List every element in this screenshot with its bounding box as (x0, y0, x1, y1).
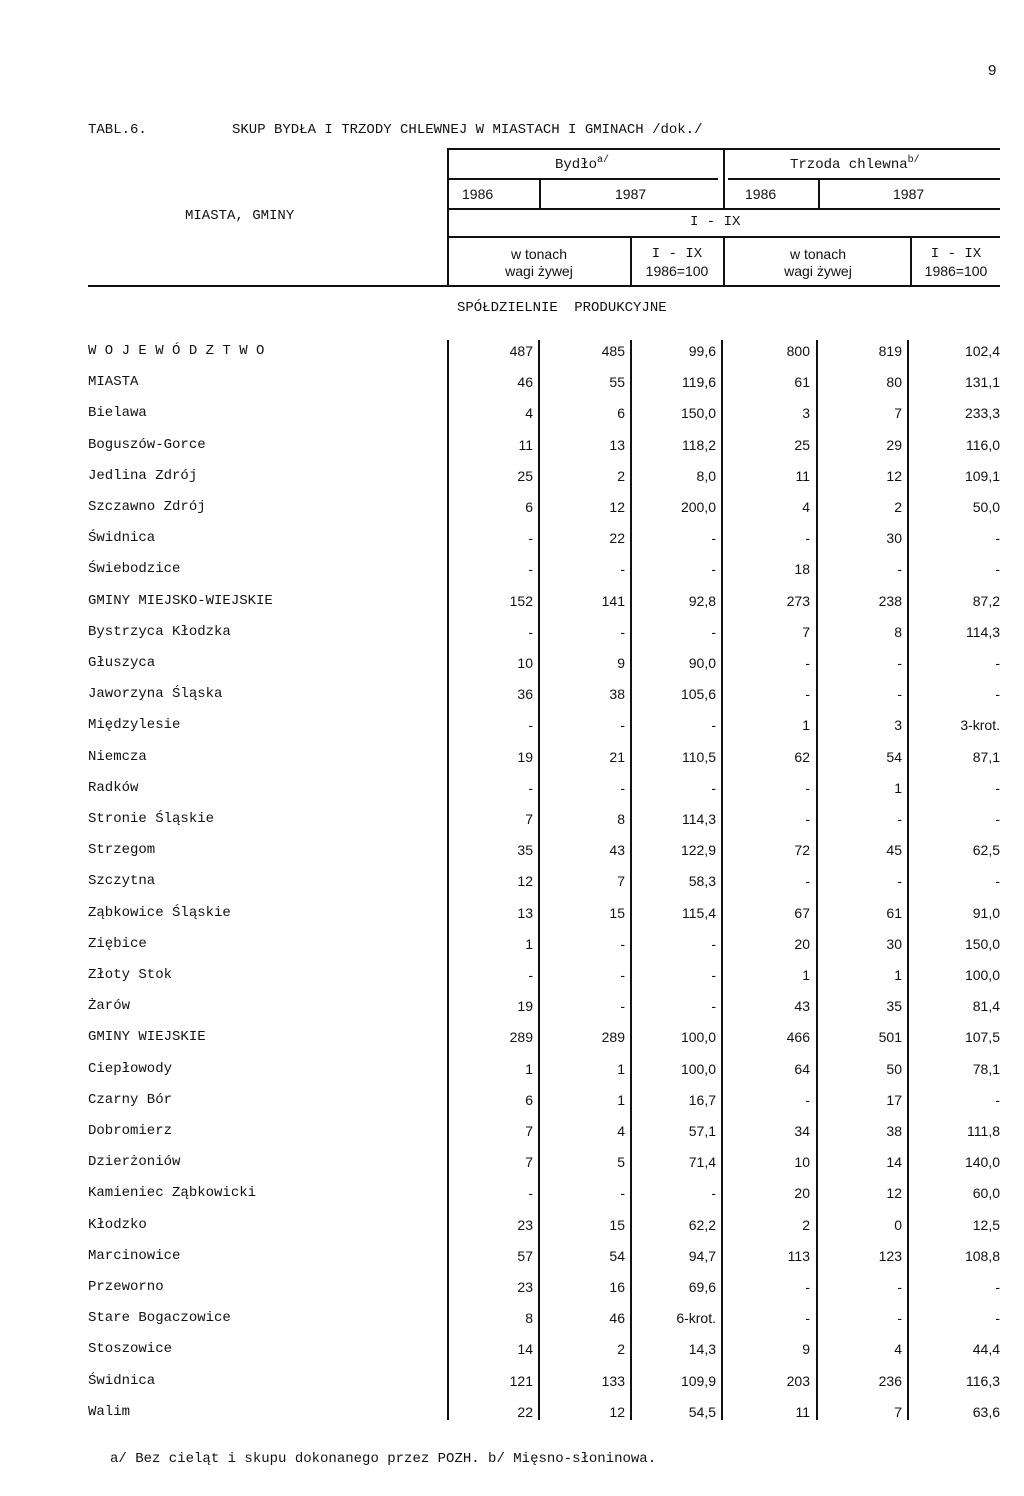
table-cell-col4: 4 (802, 499, 810, 515)
year-1987-trzoda: 1987 (893, 186, 925, 202)
row-label: GMINY MIEJSKO-WIEJSKIE (88, 593, 273, 609)
table-cell-col5: 7 (894, 405, 902, 421)
table-cell-col3: - (711, 936, 716, 952)
table-cell-col4: 34 (794, 1123, 810, 1139)
table-cell-col6: 108,8 (964, 1248, 1000, 1264)
table-cell-col1: 152 (509, 593, 533, 609)
row-label: Dobromierz (88, 1123, 173, 1139)
table-cell-col2: 1 (617, 1092, 625, 1108)
table-cell-col2: 2 (617, 468, 625, 484)
table-cell-col3: 69,6 (688, 1279, 716, 1295)
table-cell-col3: 105,6 (680, 686, 716, 702)
table-cell-col2: 12 (609, 499, 625, 515)
table-cell-col6: 100,0 (964, 967, 1000, 983)
table-cell-col3: 110,5 (682, 749, 716, 765)
table-cell-col6: 3-krot. (960, 717, 1000, 733)
table-cell-col4: - (805, 1279, 810, 1295)
table-cell-col3: 94,7 (688, 1248, 716, 1264)
period-header: I - IX (690, 214, 741, 230)
table-cell-col2: 141 (601, 593, 625, 609)
table-cell-col6: 62,5 (972, 842, 1000, 858)
body-divider-5 (907, 340, 909, 1420)
col1-header (448, 246, 630, 280)
table-cell-col1: - (528, 717, 533, 733)
col2-header-line1: I - IX (651, 246, 703, 262)
table-cell-col4: 113 (787, 1248, 810, 1264)
row-label: Radków (88, 780, 139, 796)
table-cell-col1: 35 (517, 842, 533, 858)
row-label: Niemcza (88, 749, 147, 765)
table-cell-col1: 19 (517, 749, 533, 765)
table-cell-col1: 121 (509, 1373, 533, 1389)
table-cell-col3: 6-krot. (676, 1310, 716, 1326)
row-label: Kamieniec Ząbkowicki (88, 1185, 257, 1201)
table-cell-col6: 81,4 (972, 998, 1000, 1014)
table-cell-col6: 102,4 (964, 343, 1000, 359)
table-cell-col5: 1 (894, 967, 902, 983)
table-cell-col3: 118,2 (682, 437, 716, 453)
table-cell-col6: 78,1 (972, 1061, 1000, 1077)
row-label: Walim (88, 1404, 131, 1420)
table-cell-col4: 2 (802, 1217, 810, 1233)
row-label: Stronie Śląskie (88, 811, 215, 827)
table-cell-col1: 11 (518, 437, 533, 453)
table-cell-col1: 10 (517, 655, 533, 671)
table-cell-col6: - (995, 780, 1000, 796)
table-cell-col3: 122,9 (680, 842, 716, 858)
table-cell-col2: 46 (609, 1310, 625, 1326)
table-cell-col3: 58,3 (688, 873, 716, 889)
table-cell-col1: - (528, 561, 533, 577)
table-cell-col2: - (620, 1185, 625, 1201)
table-cell-col6: - (995, 811, 1000, 827)
table-cell-col5: 819 (878, 343, 902, 359)
table-cell-col2: 133 (601, 1373, 625, 1389)
trzoda-label: Trzoda chlewna (790, 157, 908, 173)
table-cell-col5: 30 (886, 530, 902, 546)
table-cell-col3: - (711, 998, 716, 1014)
table-cell-col2: - (620, 998, 625, 1014)
section-header: SPÓŁDZIELNIE PRODUKCYJNE (457, 300, 667, 316)
table-cell-col4: 62 (794, 749, 810, 765)
row-label: Świebodzice (88, 561, 181, 577)
table-cell-col2: 4 (617, 1123, 625, 1139)
table-cell-col2: 38 (609, 686, 625, 702)
row-label: Międzylesie (88, 717, 181, 733)
table-cell-col4: 7 (802, 624, 810, 640)
table-cell-col4: 72 (794, 842, 810, 858)
header-bottom-rule (88, 285, 1000, 287)
table-cell-col4: 61 (794, 374, 810, 390)
table-cell-col2: 7 (617, 873, 625, 889)
row-label: Dzierżoniów (88, 1154, 181, 1170)
table-cell-col1: - (528, 624, 533, 640)
table-cell-col5: 29 (886, 437, 902, 453)
table-cell-col6: 116,0 (966, 437, 1000, 453)
page-number: 9 (988, 62, 997, 79)
bydlo-label: Bydło (555, 157, 598, 173)
table-cell-col6: 87,1 (972, 749, 1000, 765)
table-cell-col5: 12 (886, 1185, 902, 1201)
table-cell-col2: 2 (617, 1341, 625, 1357)
bydlo-header (555, 155, 609, 173)
row-label: Ziębice (88, 936, 147, 952)
year-1986-bydlo: 1986 (462, 186, 494, 202)
table-cell-col2: - (620, 561, 625, 577)
table-cell-col2: 55 (609, 374, 625, 390)
table-cell-col6: - (995, 655, 1000, 671)
table-cell-col1: 4 (525, 405, 533, 421)
table-cell-col4: 11 (795, 1404, 810, 1420)
row-label: Szczytna (88, 873, 156, 889)
table-cell-col3: - (711, 561, 716, 577)
table-cell-col5: 38 (886, 1123, 902, 1139)
year-1986-trzoda: 1986 (745, 186, 777, 202)
year-rule (448, 208, 1000, 210)
table-cell-col6: 87,2 (972, 593, 1000, 609)
row-label: Głuszyca (88, 655, 156, 671)
row-label: Boguszów-Gorce (88, 437, 206, 453)
table-cell-col4: 1 (802, 967, 810, 983)
table-cell-col5: 238 (878, 593, 902, 609)
table-cell-col3: 100,0 (680, 1061, 716, 1077)
table-cell-col3: 150,0 (680, 405, 716, 421)
table-cell-col2: 1 (617, 1061, 625, 1077)
row-label: Stare Bogaczowice (88, 1310, 231, 1326)
trzoda-header (790, 155, 920, 173)
table-cell-col1: 7 (525, 1154, 533, 1170)
col1-header-line1: w tonach (510, 246, 568, 262)
table-cell-col3: 90,0 (688, 655, 716, 671)
row-label: Żarów (88, 998, 131, 1014)
table-cell-col4: 273 (786, 593, 810, 609)
table-cell-col4: - (805, 811, 810, 827)
table-cell-col4: 43 (794, 998, 810, 1014)
table-cell-col5: 501 (878, 1029, 902, 1045)
table-cell-col4: 9 (802, 1341, 810, 1357)
table-cell-col5: 35 (886, 998, 902, 1014)
row-label: Ząbkowice Śląskie (88, 905, 231, 921)
bydlo-footnote-mark: a/ (597, 155, 610, 166)
table-cell-col1: 36 (517, 686, 533, 702)
table-cell-col2: 21 (609, 749, 625, 765)
table-cell-col1: 25 (517, 468, 533, 484)
table-cell-col5: 8 (894, 624, 902, 640)
trzoda-underline (728, 178, 1000, 180)
table-cell-col1: 289 (509, 1029, 533, 1045)
table-cell-col5: 12 (886, 468, 902, 484)
table-cell-col4: 1 (802, 717, 810, 733)
table-cell-col5: - (897, 1310, 902, 1326)
table-cell-col2: 43 (609, 842, 625, 858)
table-cell-col5: 1 (894, 780, 902, 796)
table-cell-col6: 114,3 (966, 624, 1000, 640)
table-cell-col5: 0 (894, 1217, 902, 1233)
table-cell-col5: 236 (878, 1373, 902, 1389)
row-label: W O J E W Ó D Z T W O (88, 343, 265, 359)
col1-header-line2: wagi żywej (505, 263, 573, 279)
table-cell-col6: 50,0 (972, 499, 1000, 515)
table-cell-col6: 44,4 (972, 1341, 1000, 1357)
table-cell-col4: 18 (794, 561, 810, 577)
row-header: MIASTA, GMINY (185, 208, 295, 224)
row-label: Świdnica (88, 530, 156, 546)
table-cell-col6: - (995, 873, 1000, 889)
table-cell-col3: 92,8 (688, 593, 716, 609)
table-cell-col3: 57,1 (688, 1123, 716, 1139)
header-divider-c3 (723, 238, 725, 286)
table-cell-col2: 54 (609, 1248, 625, 1264)
table-number: TABL.6. (88, 122, 147, 138)
table-cell-col1: 6 (525, 1092, 533, 1108)
row-label: Bystrzyca Kłodzka (88, 624, 231, 640)
row-label: Kłodzko (88, 1217, 147, 1233)
table-cell-col5: 17 (886, 1092, 902, 1108)
table-cell-col1: 6 (525, 499, 533, 515)
table-cell-col2: 8 (617, 811, 625, 827)
table-cell-col4: - (805, 655, 810, 671)
table-cell-col6: - (995, 561, 1000, 577)
table-cell-col1: - (528, 530, 533, 546)
table-cell-col1: - (528, 1185, 533, 1201)
table-cell-col5: 50 (886, 1061, 902, 1077)
table-cell-col3: - (711, 530, 716, 546)
table-cell-col1: 8 (525, 1310, 533, 1326)
table-cell-col6: 116,3 (966, 1373, 1000, 1389)
table-cell-col6: 233,3 (964, 405, 1000, 421)
table-cell-col3: 8,0 (696, 468, 716, 484)
table-cell-col3: 200,0 (680, 499, 716, 515)
table-cell-col5: 123 (878, 1248, 902, 1264)
table-cell-col3: 62,2 (688, 1217, 716, 1233)
table-cell-col4: 10 (794, 1154, 810, 1170)
table-cell-col1: 1 (525, 936, 533, 952)
table-cell-col6: - (995, 1279, 1000, 1295)
table-cell-col3: 114,3 (682, 811, 716, 827)
table-cell-col6: 91,0 (972, 905, 1000, 921)
table-cell-col2: - (620, 624, 625, 640)
table-cell-col2: 6 (617, 405, 625, 421)
table-cell-col5: 2 (894, 499, 902, 515)
table-cell-col2: 15 (609, 1217, 625, 1233)
table-cell-col5: - (897, 873, 902, 889)
table-cell-col6: 140,0 (964, 1154, 1000, 1170)
table-cell-col1: 7 (525, 1123, 533, 1139)
table-cell-col2: 22 (609, 530, 625, 546)
table-cell-col6: 150,0 (964, 936, 1000, 952)
table-cell-col4: 466 (786, 1029, 810, 1045)
row-label: Przeworno (88, 1279, 164, 1295)
row-label: Strzegom (88, 842, 156, 858)
table-cell-col5: 80 (886, 374, 902, 390)
header-divider-mid (723, 150, 725, 208)
table-cell-col1: - (528, 967, 533, 983)
table-cell-col3: 71,4 (688, 1154, 716, 1170)
row-label: Szczawno Zdrój (88, 499, 206, 515)
trzoda-footnote-mark: b/ (907, 155, 920, 166)
row-label: Marcinowice (88, 1248, 181, 1264)
table-cell-col6: 109,1 (964, 468, 1000, 484)
col2-header (632, 246, 722, 280)
header-divider-y2 (818, 180, 820, 208)
table-cell-col6: 60,0 (972, 1185, 1000, 1201)
table-cell-col6: - (995, 1310, 1000, 1326)
table-cell-col5: 61 (886, 905, 902, 921)
table-title: SKUP BYDŁA I TRZODY CHLEWNEJ W MIASTACH I GMINACH /dok./ (232, 122, 703, 138)
table-cell-col4: - (805, 1092, 810, 1108)
table-cell-col2: - (620, 936, 625, 952)
table-cell-col6: - (995, 530, 1000, 546)
table-cell-col3: - (711, 1185, 716, 1201)
row-label: Bielawa (88, 405, 147, 421)
table-cell-col3: - (711, 717, 716, 733)
table-cell-col1: 14 (517, 1341, 533, 1357)
table-cell-col5: 4 (894, 1341, 902, 1357)
col3-header-line1: w tonach (789, 246, 847, 262)
table-cell-col1: 23 (517, 1279, 533, 1295)
row-label: Jaworzyna Śląska (88, 686, 223, 702)
table-cell-col4: - (805, 873, 810, 889)
row-label: Czarny Bór (88, 1092, 173, 1108)
table-cell-col6: 111,8 (967, 1123, 1000, 1139)
table-cell-col3: 16,7 (688, 1092, 716, 1108)
table-cell-col4: 11 (795, 468, 810, 484)
col2-header-line2: 1986=100 (645, 263, 709, 279)
year-1987-bydlo: 1987 (615, 186, 647, 202)
table-cell-col6: - (995, 1092, 1000, 1108)
table-cell-col5: - (897, 686, 902, 702)
table-cell-col3: 99,6 (688, 343, 716, 359)
table-cell-col2: - (620, 780, 625, 796)
table-cell-col1: 23 (517, 1217, 533, 1233)
table-cell-col1: 46 (517, 374, 533, 390)
table-cell-col5: - (897, 561, 902, 577)
table-cell-col1: 12 (517, 873, 533, 889)
table-cell-col2: 16 (609, 1279, 625, 1295)
table-cell-col4: 64 (794, 1061, 810, 1077)
table-cell-col5: 3 (894, 717, 902, 733)
row-label: MIASTA (88, 374, 139, 390)
table-cell-col3: - (711, 967, 716, 983)
table-cell-col2: 485 (601, 343, 625, 359)
table-cell-col5: - (897, 811, 902, 827)
row-label: GMINY WIEJSKIE (88, 1029, 206, 1045)
col4-header-line2: 1986=100 (924, 263, 988, 279)
bydlo-underline (448, 178, 718, 180)
table-cell-col1: 7 (525, 811, 533, 827)
table-cell-col1: 1 (525, 1061, 533, 1077)
table-cell-col6: 63,6 (972, 1404, 1000, 1420)
table-cell-col2: 15 (609, 905, 625, 921)
table-cell-col2: - (620, 967, 625, 983)
table-cell-col1: 22 (517, 1404, 533, 1420)
table-cell-col5: 30 (886, 936, 902, 952)
table-cell-col6: 131,1 (964, 374, 1000, 390)
row-label: Stoszowice (88, 1341, 173, 1357)
table-cell-col3: 54,5 (688, 1404, 716, 1420)
table-cell-col4: 20 (794, 1185, 810, 1201)
table-cell-col4: 67 (794, 905, 810, 921)
table-cell-col2: 13 (609, 437, 625, 453)
row-label: Złoty Stok (88, 967, 173, 983)
table-cell-col5: 14 (886, 1154, 902, 1170)
table-cell-col3: 119,6 (682, 374, 716, 390)
table-cell-col4: 203 (786, 1373, 810, 1389)
row-label: Jedlina Zdrój (88, 468, 198, 484)
table-cell-col5: 7 (894, 1404, 902, 1420)
table-cell-col2: - (620, 717, 625, 733)
table-cell-col4: 20 (794, 936, 810, 952)
col3-header (726, 246, 910, 280)
table-cell-col1: - (528, 780, 533, 796)
row-label: Świdnica (88, 1373, 156, 1389)
table-cell-col4: - (805, 530, 810, 546)
table-cell-col2: 5 (617, 1154, 625, 1170)
table-cell-col3: 100,0 (680, 1029, 716, 1045)
table-cell-col3: 115,4 (682, 905, 716, 921)
table-cell-col5: - (897, 655, 902, 671)
table-cell-col5: 54 (886, 749, 902, 765)
table-cell-col3: 109,9 (680, 1373, 716, 1389)
table-cell-col6: - (995, 686, 1000, 702)
table-cell-col3: - (711, 780, 716, 796)
table-cell-col3: - (711, 624, 716, 640)
col3-header-line2: wagi żywej (784, 263, 852, 279)
table-cell-col2: 12 (609, 1404, 625, 1420)
table-cell-col1: 487 (509, 343, 533, 359)
table-cell-col4: - (805, 1310, 810, 1326)
header-divider-y1 (539, 180, 541, 208)
table-cell-col1: 13 (517, 905, 533, 921)
table-cell-col1: 19 (517, 998, 533, 1014)
table-cell-col5: - (897, 1279, 902, 1295)
table-cell-col2: 289 (601, 1029, 625, 1045)
footnote: a/ Bez cieląt i skupu dokonanego przez POZH. b/ Mięsno-słoninowa. (110, 1451, 657, 1467)
table-cell-col4: - (805, 686, 810, 702)
col4-header-line1: I - IX (930, 246, 982, 262)
row-label: Ciepłowody (88, 1061, 173, 1077)
col4-header (912, 246, 1000, 280)
table-cell-col4: 3 (802, 405, 810, 421)
table-cell-col1: 57 (517, 1248, 533, 1264)
table-cell-col3: 14,3 (688, 1341, 716, 1357)
table-cell-col6: 107,5 (964, 1029, 1000, 1045)
table-cell-col2: 9 (617, 655, 625, 671)
table-cell-col4: 25 (794, 437, 810, 453)
table-cell-col6: 12,5 (972, 1217, 1000, 1233)
table-cell-col4: - (805, 780, 810, 796)
table-cell-col4: 800 (786, 343, 810, 359)
table-cell-col5: 45 (886, 842, 902, 858)
